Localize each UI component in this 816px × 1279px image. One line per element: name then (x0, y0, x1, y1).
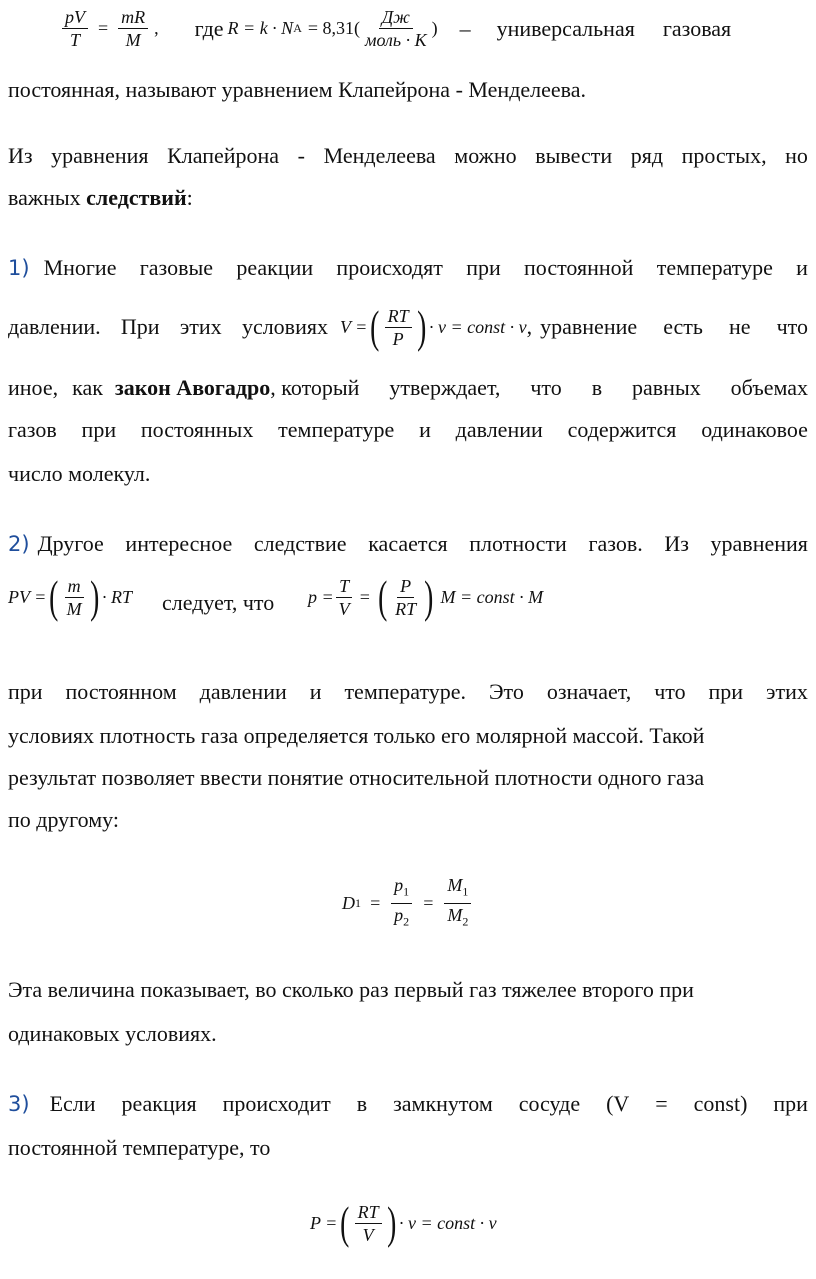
word: интересное (125, 531, 233, 556)
fraction-mr-m: $\frac{mR}{M}$ (118, 6, 148, 51)
where-word: где (194, 15, 224, 41)
avogadro-law-bold: закон Авогадро (114, 375, 271, 400)
fraction-pv-t: $\frac{pV}{T}$ (62, 6, 88, 51)
word: Из (8, 143, 33, 168)
intro-line: постоянная, называют уравнением Клапейрона - Менделеева. (8, 77, 587, 102)
word: температуре (656, 255, 773, 280)
item1-line-5: число молекул. (8, 461, 151, 486)
word: Менделеева (323, 143, 436, 168)
item2-line-4: условиях плотность газа определяется только его молярной массой. Такой (8, 723, 705, 748)
item2-line-3 (8, 678, 808, 706)
word: Это (489, 679, 524, 704)
item2-line-5: результат позволяет ввести понятие относительной плотности одного газа (8, 765, 705, 790)
word: одинаковое (701, 417, 808, 442)
word: равных (632, 375, 701, 400)
word: содержится (567, 417, 677, 442)
avogadro-formula: V = ( $\frac{RT}{P}$ ) · v = const · v (340, 301, 527, 352)
word: давлении (455, 417, 543, 442)
word: давлении (199, 679, 287, 704)
word: происходит (222, 1091, 331, 1116)
word: (V (606, 1091, 630, 1116)
word: есть (663, 314, 703, 339)
item1-line-2: давлении. При этих условиях V = ( $\frac{RT}{P}$ ) · v = const · v , уравнение есть не что (8, 301, 808, 352)
word: давлении. (8, 314, 101, 339)
word: этих (766, 679, 808, 704)
word: в (356, 1091, 368, 1116)
word: при (81, 417, 117, 442)
fraction-unit: $\frac{Дж}{\text{моль · K}}$ (365, 7, 427, 50)
word: в (591, 375, 603, 400)
gas-equation-formula: PV = ( $\frac{m}{M}$ ) · RT (8, 571, 132, 622)
word: - (297, 143, 305, 168)
item2-line-1 (8, 530, 808, 558)
item1-line-3 (8, 374, 808, 402)
word: , который (270, 375, 360, 400)
word: и (419, 417, 431, 442)
word: не (729, 314, 751, 339)
word: касается (368, 531, 448, 556)
item1-number: 1) (8, 256, 30, 280)
word: вывести (535, 143, 613, 168)
relative-density-formula: D 1 = $\frac{p_1}{p_2}$ = $\frac{M_1}{M_2}$ (342, 874, 473, 932)
word: происходят (336, 255, 443, 280)
word: и (309, 679, 322, 704)
item2-line-8: одинаковых условиях. (8, 1021, 217, 1046)
word: реакция (121, 1091, 197, 1116)
word: сосуде (518, 1091, 581, 1116)
item2-line-7: Эта величина показывает, во сколько раз первый газ тяжелее второго при (8, 977, 694, 1002)
word: утверждает, (389, 375, 501, 400)
word: температуре. (344, 679, 467, 704)
item1-line-1 (8, 254, 808, 282)
follows-text: следует, что (162, 590, 275, 615)
word: плотности (469, 531, 567, 556)
word: при (773, 1091, 808, 1116)
word: этих (179, 314, 222, 339)
top-formula: $\frac{pV}{T}$ = $\frac{mR}{M}$ , где R = k · N A = 8,31( $\frac{Дж}{\text{моль · K}}$ ) – универсальная газовая (60, 6, 808, 51)
item2-line-6: по другому: (8, 807, 119, 832)
word: постоянном (65, 679, 177, 704)
word: уравнение (540, 314, 638, 339)
word: газовые (139, 255, 214, 280)
word: и (796, 255, 808, 280)
word: Многие (43, 255, 117, 280)
word: = (655, 1091, 668, 1116)
item3-line-1 (8, 1090, 808, 1118)
word: постоянной (524, 255, 634, 280)
word: const) (693, 1091, 748, 1116)
word: Из (664, 531, 689, 556)
word: температуре (278, 417, 395, 442)
word: при (466, 255, 501, 280)
word: объемах (730, 375, 808, 400)
word: Если (49, 1091, 96, 1116)
word: Клапейрона (167, 143, 280, 168)
word: как (72, 375, 103, 400)
word: условиях (241, 314, 328, 339)
word: постоянных (140, 417, 254, 442)
word: уравнения (710, 531, 808, 556)
word: При (120, 314, 160, 339)
word: что (530, 375, 562, 400)
word: уравнения (51, 143, 149, 168)
word: замкнутом (393, 1091, 493, 1116)
word: ряд (630, 143, 664, 168)
word: означает, (546, 679, 632, 704)
word: что (654, 679, 686, 704)
word: при (8, 679, 43, 704)
word: но (785, 143, 808, 168)
item2-number: 2) (8, 532, 30, 556)
item1-line-4 (8, 416, 808, 444)
word: простых, (681, 143, 767, 168)
word: можно (454, 143, 517, 168)
word: реакции (236, 255, 314, 280)
consequences-line-1 (8, 142, 808, 170)
word: Другое (37, 531, 104, 556)
consequences-line-2: важных следствий: (8, 185, 193, 210)
consequences-bold: следствий (86, 185, 187, 210)
word: что (776, 314, 808, 339)
item3-number: 3) (8, 1092, 30, 1116)
word: следствие (253, 531, 347, 556)
word: при (708, 679, 744, 704)
item3-line-2: постоянной температуре, то (8, 1135, 271, 1160)
word: газов. (588, 531, 643, 556)
pressure-formula: P = ( $\frac{RT}{V}$ ) · v = const · v (310, 1197, 497, 1248)
word: газов (8, 417, 57, 442)
density-formula: p = $\frac{T}{V}$ = ( $\frac{P}{RT}$ ) M = const · M (308, 571, 544, 622)
word: иное, (8, 375, 59, 400)
